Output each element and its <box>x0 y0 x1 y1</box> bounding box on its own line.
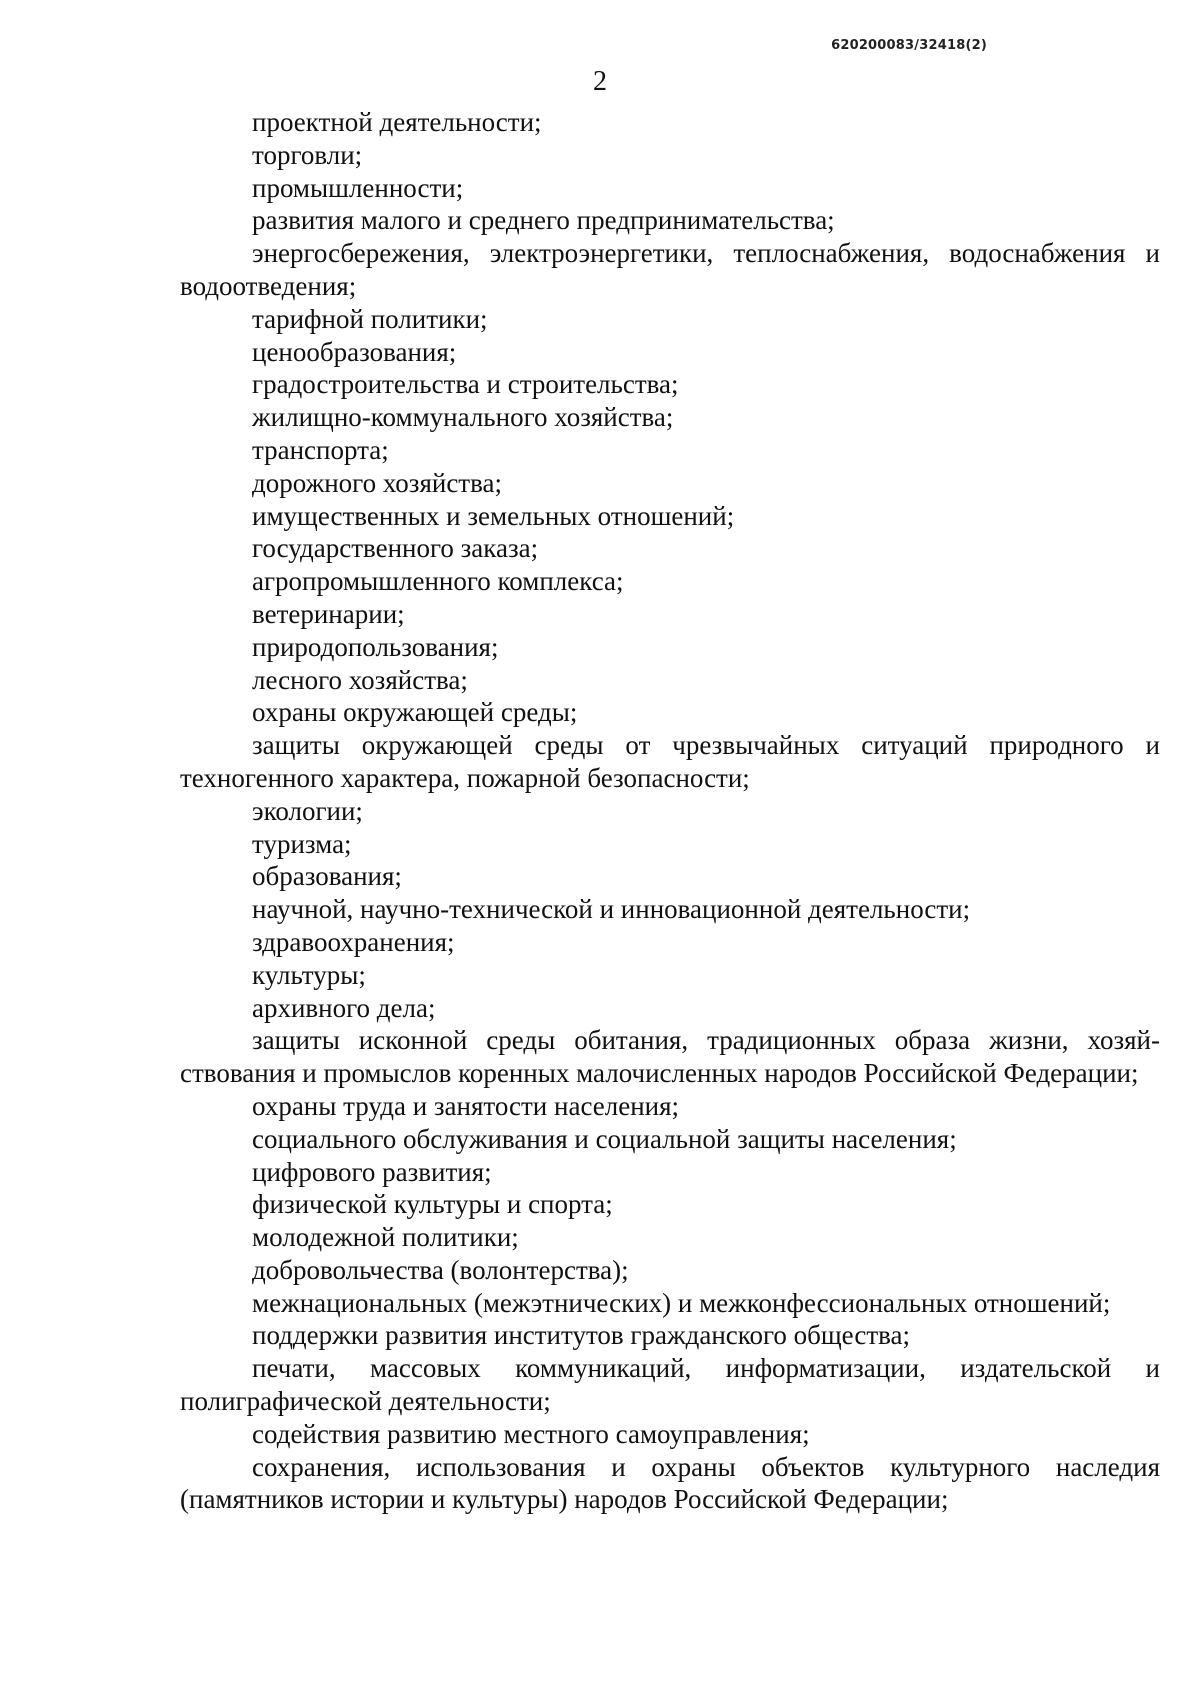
list-item: печати, массовых коммуникаций, информатизации, издательской и полиграфической деятельности; <box>180 1353 1160 1417</box>
list-item: развития малого и среднего предпринимательства; <box>252 205 835 236</box>
list-item: лесного хозяйства; <box>252 664 468 695</box>
list-item: ценообразования; <box>252 336 457 367</box>
list-item: здравоохранения; <box>252 926 455 957</box>
list-item: охраны труда и занятости населения; <box>252 1090 680 1121</box>
list-item: тарифной политики; <box>252 303 488 334</box>
list-item: ветеринарии; <box>252 598 405 629</box>
list-item: промышленности; <box>252 172 464 203</box>
list-item: проектной деятельности; <box>252 107 542 137</box>
page-number: 2 <box>593 66 607 97</box>
list-item: образования; <box>252 861 402 892</box>
list-item: градостроительства и строительства; <box>252 369 679 400</box>
list-item: поддержки развития институтов гражданского общества; <box>252 1320 910 1351</box>
list-item: культуры; <box>252 959 366 990</box>
list-item: научной, научно-технической и инновационной деятельности; <box>252 894 971 925</box>
list-item: защиты исконной среды обитания, традиционных образа жизни, хозяйствования и промыслов коренных малочисленных народов Российской Федерации; <box>180 1025 1160 1089</box>
list-item: архивного дела; <box>252 992 436 1023</box>
list-item: социального обслуживания и социальной защиты населения; <box>252 1123 957 1154</box>
list-item: энергосбережения, электроэнергетики, теплоснабжения, водоснабжения и водоотведения; <box>180 238 1160 301</box>
list-item: защиты окружающей среды от чрезвычайных ситуаций природного и техногенного характера, пожарной безопасности; <box>180 730 1160 793</box>
list-item: сохранения, использования и охраны объектов культурного наследия (памятников истории и культуры) народов Российской Федерации; <box>180 1451 1160 1515</box>
list-item: цифрового развития; <box>252 1156 492 1187</box>
list-item: государственного заказа; <box>252 533 539 564</box>
list-item: имущественных и земельных отношений; <box>252 500 735 531</box>
document-body <box>180 106 1160 1516</box>
list-item: агропромышленного комплекса; <box>252 566 624 597</box>
document-id: 620200083/32418(2) <box>831 38 987 53</box>
list-item: добровольчества (волонтерства); <box>252 1254 629 1285</box>
list-item: охраны окружающей среды; <box>252 697 578 728</box>
list-item: молодежной политики; <box>252 1222 519 1253</box>
list-item: экологии; <box>252 795 363 826</box>
list-item: межнациональных (межэтнических) и межконфессиональных отношений; <box>252 1287 1111 1318</box>
list-item: физической культуры и спорта; <box>252 1189 613 1220</box>
list-item: туризма; <box>252 828 352 859</box>
list-item: содействия развитию местного самоуправления; <box>252 1418 810 1449</box>
list-item: природопользования; <box>252 631 499 662</box>
list-item: торговли; <box>252 139 363 170</box>
list-item: жилищно-коммунального хозяйства; <box>252 402 674 433</box>
list-item: транспорта; <box>252 434 389 465</box>
list-item: дорожного хозяйства; <box>252 467 502 498</box>
